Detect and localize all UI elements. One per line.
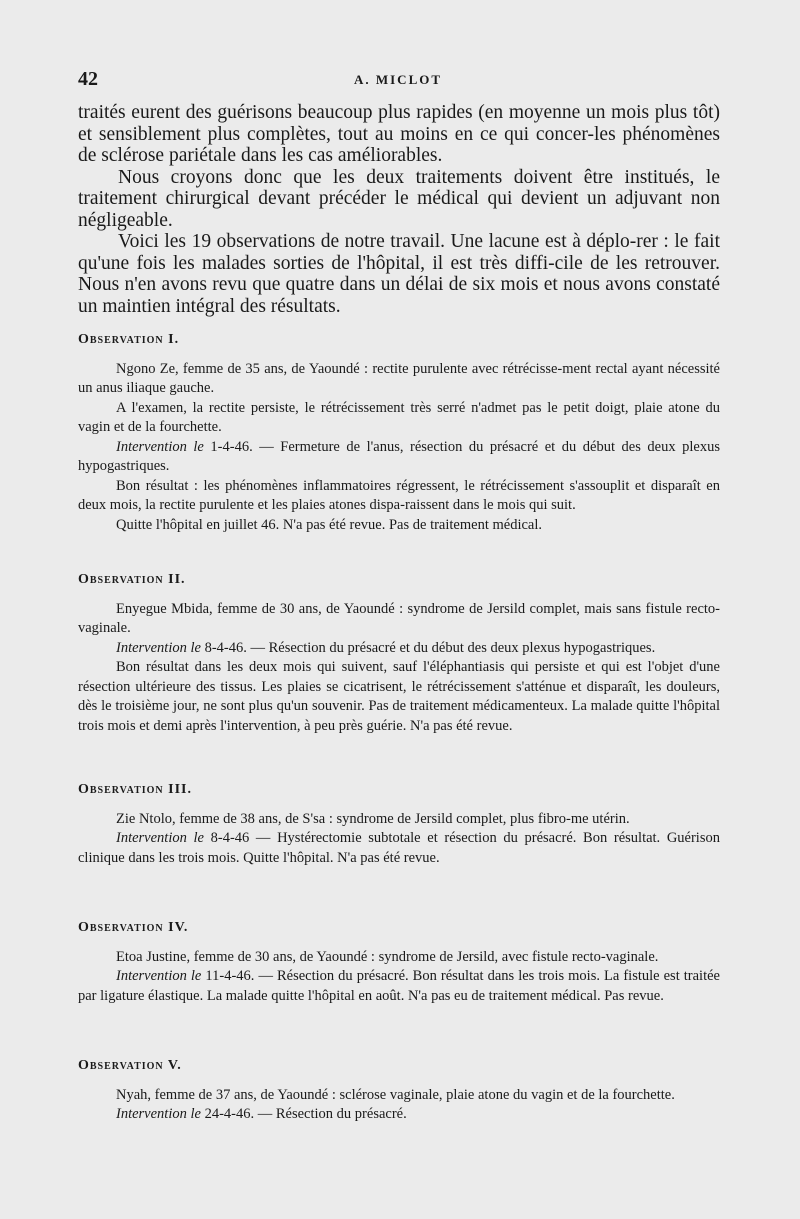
observation-paragraph: A l'examen, la rectite persiste, le rétrécissement très serré n'admet pas le petit doigt, plaie atone du vagin et de la fourchette. (78, 399, 720, 435)
observation-title: Observation I. (78, 332, 180, 347)
intervention-label: Intervention le (116, 438, 204, 455)
intro-paragraph: traités eurent des guérisons beaucoup plus rapides (en moyenne un mois plus tôt) et sensiblement plus complètes, tout au moins en ce qui concer-les phénomènes de sclérose pariétale dans les cas améliorables. (78, 102, 720, 166)
observation-title: Observation IV. (78, 920, 189, 935)
observation-2 (78, 570, 720, 736)
intervention-label: Intervention le (116, 639, 201, 656)
intro-paragraph: Voici les 19 observations de notre travail. Une lacune est à déplo-rer : le fait qu'une fois les malades sorties de l'hôpital, il est très diffi-cile de les retrouver. Nous n'en avons revu que quatre dans un délai de six mois et nous avons constaté un maintien intégral des résultats. (78, 231, 720, 317)
observation-title: Observation V. (78, 1058, 182, 1073)
intervention-paragraph (78, 967, 720, 1006)
running-head: A. MICLOT (353, 72, 443, 87)
intro-paragraph: Nous croyons donc que les deux traitements doivent être institués, le traitement chirurgical devant précéder le médical qui devient un adjuvant non négligeable. (78, 166, 720, 231)
observation-paragraph: Quitte l'hôpital en juillet 46. N'a pas été revue. Pas de traitement médical. (116, 516, 542, 533)
observation-title: Observation III. (78, 782, 192, 797)
observation-paragraph: Bon résultat dans les deux mois qui suivent, sauf l'éléphantiasis qui persiste et qui est l'objet d'une résection ultérieure des tissus. Les plaies se cicatrisent, le rétrécissement s'atténue et disparaît, les douleurs, dès le troisième jour, ne sont plus qu'un souvenir. Pas de traitement médicamenteux. La malade quitte l'hôpital trois mois et demi après l'intervention, à peu près guérie. N'a pas été revue. (78, 659, 720, 734)
intro-text (78, 102, 720, 317)
intervention-paragraph (78, 438, 720, 477)
intervention-label: Intervention le (116, 968, 202, 984)
observation-4 (78, 918, 720, 1006)
observation-5 (78, 1056, 720, 1125)
intervention-paragraph (78, 639, 720, 659)
intervention-paragraph (78, 1105, 720, 1125)
intervention-text: 8-4-46 — Hystérectomie subtotale et résection du présacré. Bon résultat. Guérison clinique dans les trois mois. Quitte l'hôpital. N'a pas été revue. (78, 830, 720, 866)
observation-paragraph: Zie Ntolo, femme de 38 ans, de S'sa : syndrome de Jersild complet, plus fibro-me utérin. (116, 810, 630, 827)
observation-1 (78, 330, 720, 535)
observation-title: Observation II. (78, 572, 186, 587)
observation-paragraph: Ngono Ze, femme de 35 ans, de Yaoundé : rectite purulente avec rétrécisse-ment rectal ayant nécessité un anus iliaque gauche. (78, 360, 720, 396)
intervention-text: 8-4-46. — Résection du présacré et du début des deux plexus hypogastriques. (200, 639, 656, 656)
observation-paragraph: Etoa Justine, femme de 30 ans, de Yaoundé : syndrome de Jersild, avec fistule recto-vaginale. (116, 948, 659, 965)
observation-paragraph: Nyah, femme de 37 ans, de Yaoundé : sclérose vaginale, plaie atone du vagin et de la fourchette. (116, 1086, 675, 1103)
intervention-text: 1-4-46. — Fermeture de l'anus, résection du présacré et du début des deux plexus hypogastriques. (78, 438, 720, 474)
observation-3 (78, 780, 720, 868)
page-header (78, 68, 718, 92)
intervention-label: Intervention le (116, 830, 204, 846)
intervention-text: 24-4-46. — Résection du présacré. (200, 1106, 407, 1122)
page-number: 42 (78, 68, 98, 90)
observation-paragraph: Bon résultat : les phénomènes inflammatoires régressent, le rétrécissement s'assouplit et disparaît en deux mois, la rectite purulente et les plaies atones dispa-raissent dans le mois qui suit. (78, 477, 720, 513)
intervention-paragraph (78, 829, 720, 868)
observation-paragraph: Enyegue Mbida, femme de 30 ans, de Yaoundé : syndrome de Jersild complet, mais sans fistule recto-vaginale. (78, 600, 720, 636)
intervention-label: Intervention le (116, 1106, 201, 1122)
intervention-text: 11-4-46. — Résection du présacré. Bon résultat dans les trois mois. La fistule est traitée par ligature élastique. La malade quitte l'hôpital en août. N'a pas eu de traitement médical. Pas revue. (78, 968, 720, 1004)
